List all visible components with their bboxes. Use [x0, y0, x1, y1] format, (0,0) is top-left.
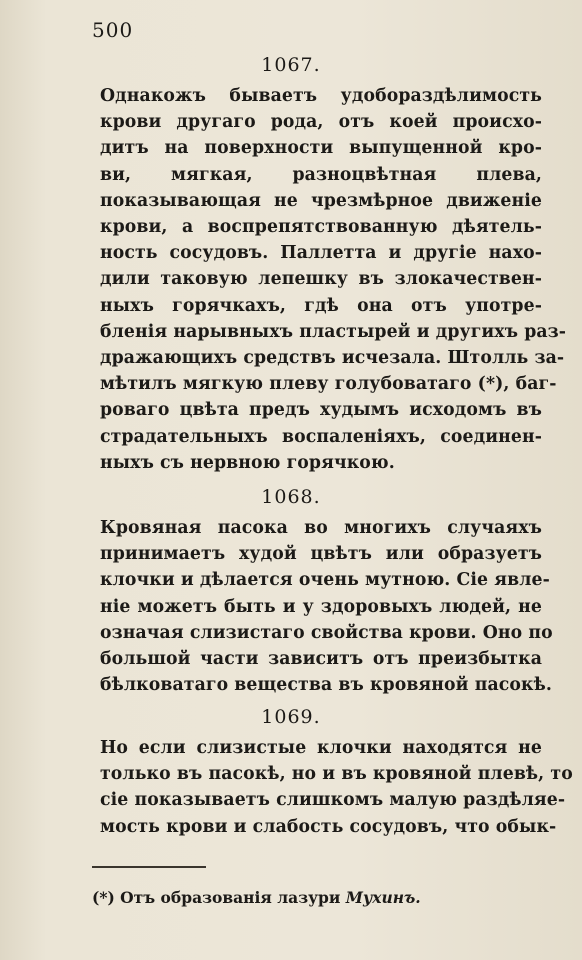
footnote-text: (*) Отъ образованія лазури: [92, 888, 341, 907]
text-line: крови, а воспрепятствованную дѣятель-: [100, 217, 542, 237]
text-line: принимаетъ худой цвѣтъ или образуетъ: [100, 544, 542, 565]
text-line: Кровяная пасока во многихъ случаяхъ: [100, 518, 542, 538]
text-line: дражающихъ средствъ исчезала. Штолль за-: [100, 348, 565, 368]
text-line: ныхъ горячкахъ, гдѣ она отъ употре-: [100, 295, 542, 316]
section-number: 1069.: [261, 706, 321, 728]
text-line: ныхъ съ нервною горячкою.: [100, 452, 395, 473]
text-line: только въ пасокѣ, но и въ кровяной плевѣ, то: [100, 764, 573, 785]
section-number: 1067.: [261, 54, 321, 76]
footnote-rule: [92, 866, 206, 868]
page-number: 500: [92, 18, 134, 42]
section-number: 1068.: [261, 486, 321, 508]
text-line: ность сосудовъ. Паллетта и другіе нахо-: [100, 243, 542, 264]
text-line: крови другаго рода, отъ коей происхо-: [100, 112, 542, 133]
text-line: Однакожъ бываетъ удобораздѣлимость: [100, 86, 542, 106]
text-line: клочки и дѣлается очень мутною. Сіе явле-: [100, 570, 550, 591]
text-line: ви, мягкая, разноцвѣтная плева,: [100, 164, 542, 185]
text-line: страдательныхъ воспаленіяхъ, соединен-: [100, 426, 542, 447]
text-line: Но если слизистые клочки находятся не: [100, 738, 542, 758]
footnote: [92, 888, 421, 907]
text-line: бленія нарывныхъ пластырей и другихъ раз-: [100, 321, 567, 342]
text-line: мѣтилъ мягкую плеву голубоватаго (*), баг-: [100, 374, 557, 395]
text-line: дили таковую лепешку въ злокачествен-: [100, 269, 542, 290]
footnote-author: Мухинъ.: [345, 888, 421, 907]
text-line: большой части зависитъ отъ преизбытка: [100, 649, 542, 669]
text-line: бѣлковатаго вещества въ кровяной пасокѣ.: [100, 675, 552, 696]
text-line: означая слизистаго свойства крови. Оно по: [100, 622, 553, 643]
text-line: сіе показываетъ слишкомъ малую раздѣляе-: [100, 790, 566, 811]
text-line: мость крови и слабость сосудовъ, что обык-: [100, 816, 557, 837]
text-line: дитъ на поверхности выпущенной кро-: [100, 138, 542, 159]
text-line: показывающая не чрезмѣрное движеніе: [100, 190, 542, 211]
text-line: ніе можетъ быть и у здоровыхъ людей, не: [100, 596, 542, 617]
text-line: роваго цвѣта предъ худымъ исходомъ въ: [100, 400, 542, 421]
